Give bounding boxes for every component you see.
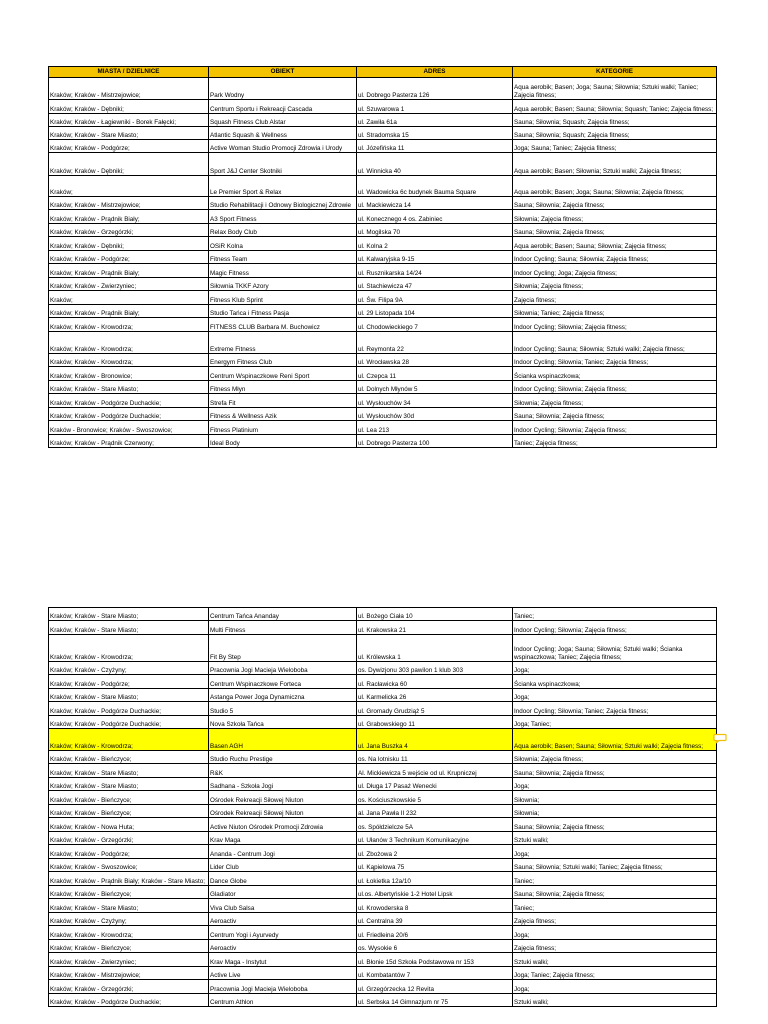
cell-miasta: Kraków; Kraków - Dębniki; <box>49 100 209 114</box>
cell-adres: ul. Grzegórzecka 12 Revita <box>357 980 513 994</box>
cell-obiekt: Magic Fitness <box>209 264 357 278</box>
cell-miasta: Kraków - Bronowice; Kraków - Swoszowice; <box>49 421 209 435</box>
cell-obiekt: Pracownia Jogi Macieja Wieloboba <box>209 662 357 675</box>
cell-obiekt: Ideal Body <box>209 435 357 448</box>
cell-miasta: Kraków; Kraków - Stare Miasto; <box>49 608 209 621</box>
cell-obiekt: Gladiator <box>209 886 357 899</box>
cell-kategorie: Zajęcia fitness; <box>513 940 717 953</box>
table-row <box>49 394 717 408</box>
cell-obiekt: Fitness Platinium <box>209 421 357 435</box>
cell-adres: ul. Ułanów 3 Technikum Komunikacyjne <box>357 832 513 845</box>
cell-kategorie: Joga; <box>513 926 717 940</box>
cell-miasta: Kraków; Kraków - Swoszowice; <box>49 859 209 872</box>
cell-miasta: Kraków; Kraków - Podgórze Duchackie; <box>49 994 209 1007</box>
table-row <box>49 716 717 729</box>
cell-adres: ul. Mackiewicza 14 <box>357 197 513 210</box>
cell-miasta: Kraków; Kraków - Nowa Huta; <box>49 818 209 832</box>
cell-kategorie: Sauna; Siłownia; Zajęcia fitness; <box>513 224 717 237</box>
cell-kategorie: Joga; <box>513 689 717 702</box>
table-row <box>49 845 717 859</box>
cell-obiekt: OSiR Kolna <box>209 237 357 251</box>
table-row <box>49 689 717 702</box>
cell-adres: ul. Kąpielowa 75 <box>357 859 513 872</box>
cell-kategorie: Indoor Cycling; Siłownia; Zajęcia fitness; <box>513 381 717 394</box>
cell-kategorie: Sauna; Siłownia; Squash; Zajęcia fitness; <box>513 127 717 140</box>
cell-miasta: Kraków; <box>49 176 209 197</box>
cell-obiekt: Sport J&J Center Skotniki <box>209 153 357 176</box>
cell-kategorie: Sauna; Siłownia; Zajęcia fitness; <box>513 764 717 778</box>
cell-miasta: Kraków; Kraków - Zwierzyniec; <box>49 278 209 291</box>
cell-adres: ul. Dobrego Pasterza 126 <box>357 78 513 100</box>
table-row <box>49 78 717 100</box>
cell-adres: ul. Kalwaryjska 9-15 <box>357 251 513 264</box>
cell-kategorie: Sztuki walki; <box>513 994 717 1007</box>
cell-adres: ul. Dobrego Pasterza 100 <box>357 435 513 448</box>
cell-miasta: Kraków; Kraków - Bieńczyce; <box>49 940 209 953</box>
cell-obiekt: Pracownia Jogi Macieja Wieloboba <box>209 980 357 994</box>
cell-obiekt: Krav Maga <box>209 832 357 845</box>
cell-kategorie: Aqua aerobik; Basen; Joga; Sauna; Siłownia; Sztuki walki; Taniec; Zajęcia fitness; <box>513 78 717 100</box>
cell-kategorie: Indoor Cycling; Joga; Zajęcia fitness; <box>513 264 717 278</box>
table-row <box>49 305 717 318</box>
cell-miasta: Kraków; Kraków - Łagiewniki - Borek Fałęcki; <box>49 114 209 127</box>
cell-obiekt: Siłownia TKKF Azory <box>209 278 357 291</box>
cell-obiekt: Sadhana - Szkoła Jogi <box>209 778 357 791</box>
cell-miasta: Kraków; Kraków - Bieńczyce; <box>49 805 209 818</box>
cell-kategorie: Sztuki walki; <box>513 953 717 967</box>
cell-miasta: Kraków; Kraków - Prądnik Biały; Kraków - Stare Miasto; <box>49 872 209 886</box>
cell-kategorie: Siłownia; Zajęcia fitness; <box>513 751 717 764</box>
table-row <box>49 251 717 264</box>
table-row <box>49 608 717 621</box>
cell-kategorie: Sauna; Siłownia; Sztuki walki; Taniec; Zajęcia fitness; <box>513 859 717 872</box>
table-row <box>49 114 717 127</box>
cell-obiekt: Centrum Sportu i Rekreacji Cascada <box>209 100 357 114</box>
cell-miasta: Kraków; Kraków - Krowodrza; <box>49 318 209 332</box>
table-row <box>49 832 717 845</box>
cell-miasta: Kraków; Kraków - Stare Miasto; <box>49 778 209 791</box>
table-row <box>49 435 717 448</box>
cell-miasta: Kraków; Kraków - Czyżyny; <box>49 662 209 675</box>
header-adres: ADRES <box>357 67 513 78</box>
cell-adres: ul. Reymonta 22 <box>357 332 513 354</box>
cell-kategorie: Aqua aerobik; Basen; Sauna; Siłownia; Sztuki walki; Zajęcia fitness; <box>513 729 717 751</box>
table-row <box>49 872 717 886</box>
cell-miasta: Kraków; Kraków - Grzegórzki; <box>49 832 209 845</box>
table-row <box>49 994 717 1007</box>
table-row <box>49 886 717 899</box>
cell-miasta: Kraków; Kraków - Bieńczyce; <box>49 886 209 899</box>
cell-obiekt: Squash Fitness Club Alstar <box>209 114 357 127</box>
cell-kategorie: Joga; <box>513 845 717 859</box>
cell-adres: ul. Centralna 39 <box>357 913 513 926</box>
cell-obiekt: Energym Fitness Club <box>209 354 357 367</box>
table-row <box>49 197 717 210</box>
cell-adres: ul. Długa 17 Pasaż Wenecki <box>357 778 513 791</box>
table-row <box>49 176 717 197</box>
table-row <box>49 662 717 675</box>
table-row <box>49 675 717 689</box>
cell-kategorie: Indoor Cycling; Siłownia; Taniec; Zajęcia fitness; <box>513 702 717 716</box>
cell-obiekt: Astanga Power Joga Dynamiczna <box>209 689 357 702</box>
cell-miasta: Kraków; Kraków - Prądnik Biały; <box>49 210 209 224</box>
table-row <box>49 751 717 764</box>
cell-adres: ul. Św. Filipa 9A <box>357 291 513 305</box>
cell-miasta: Kraków; Kraków - Bronowice; <box>49 367 209 381</box>
cell-adres: ul. Mogilska 70 <box>357 224 513 237</box>
cell-obiekt: Ośrodek Rekreacji Siłowej Niuton <box>209 805 357 818</box>
cell-adres: ul. Łokietka 12a/10 <box>357 872 513 886</box>
cell-kategorie: Zajęcia fitness; <box>513 913 717 926</box>
table-row <box>49 291 717 305</box>
cell-miasta: Kraków; Kraków - Podgórze; <box>49 845 209 859</box>
cell-miasta: Kraków; Kraków - Podgórze; <box>49 140 209 153</box>
cell-obiekt: Multi Fitness <box>209 621 357 635</box>
cell-adres: ul. Bożego Ciała 10 <box>357 608 513 621</box>
cell-adres: ul. Gromady Grudziąż 5 <box>357 702 513 716</box>
cell-obiekt: Fitness Team <box>209 251 357 264</box>
table-row <box>49 621 717 635</box>
cell-kategorie: Joga; Taniec; <box>513 716 717 729</box>
cell-kategorie: Indoor Cycling; Siłownia; Zajęcia fitness; <box>513 421 717 435</box>
table-row <box>49 764 717 778</box>
cell-miasta: Kraków; Kraków - Krowodrza; <box>49 635 209 662</box>
table-row <box>49 805 717 818</box>
table-row <box>49 926 717 940</box>
table-row <box>49 100 717 114</box>
cell-obiekt: Centrum Yogi i Ayurvedy <box>209 926 357 940</box>
cell-kategorie: Siłownia; Zajęcia fitness; <box>513 210 717 224</box>
cell-adres: ul. Zawiła 61a <box>357 114 513 127</box>
cell-miasta: Kraków; Kraków - Grzegórzki; <box>49 224 209 237</box>
table-row <box>49 913 717 926</box>
cell-miasta: Kraków; Kraków - Mistrzejowice; <box>49 967 209 980</box>
cell-adres: ul. Krowoderska 8 <box>357 899 513 913</box>
cell-adres: ul. Kolna 2 <box>357 237 513 251</box>
cell-miasta: Kraków; Kraków - Mistrzejowice; <box>49 197 209 210</box>
cell-miasta: Kraków; Kraków - Prądnik Biały; <box>49 305 209 318</box>
cell-kategorie: Aqua aerobik; Basen; Sauna; Siłownia; Squash; Taniec; Zajęcia fitness; <box>513 100 717 114</box>
cell-miasta: Kraków; Kraków - Stare Miasto; <box>49 381 209 394</box>
cell-adres: ul. Królewska 1 <box>357 635 513 662</box>
table-row <box>49 953 717 967</box>
cell-kategorie: Sztuki walki; <box>513 832 717 845</box>
cell-kategorie: Sauna; Siłownia; Zajęcia fitness; <box>513 197 717 210</box>
cell-obiekt: Fitness Młyn <box>209 381 357 394</box>
cell-miasta: Kraków; Kraków - Podgórze; <box>49 675 209 689</box>
cell-miasta: Kraków; Kraków - Bieńczyce; <box>49 791 209 805</box>
cell-miasta: Kraków; Kraków - Podgórze Duchackie; <box>49 702 209 716</box>
header-miasta: MIASTA / DZIELNICE <box>49 67 209 78</box>
cell-obiekt: Centrum Tańca Ananday <box>209 608 357 621</box>
cell-adres: ul. Błonie 15d Szkoła Podstawowa nr 153 <box>357 953 513 967</box>
cell-obiekt: Fitness & Wellness Azik <box>209 408 357 421</box>
cell-obiekt: Strefa Fit <box>209 394 357 408</box>
table-row <box>49 278 717 291</box>
cell-obiekt: Centrum Athlon <box>209 994 357 1007</box>
table-row <box>49 210 717 224</box>
cell-obiekt: Relax Body Club <box>209 224 357 237</box>
cell-adres: ul. Dolnych Młynów 5 <box>357 381 513 394</box>
cell-obiekt: Basen AGH <box>209 729 357 751</box>
table-row <box>49 818 717 832</box>
cell-kategorie: Indoor Cycling; Sauna; Siłownia; Zajęcia fitness; <box>513 251 717 264</box>
table-row <box>49 408 717 421</box>
cell-miasta: Kraków; Kraków - Zwierzyniec; <box>49 953 209 967</box>
cell-obiekt: Studio 5 <box>209 702 357 716</box>
cell-kategorie: Joga; Taniec; Zajęcia fitness; <box>513 967 717 980</box>
cell-adres: ul. Szuwarowa 1 <box>357 100 513 114</box>
cell-miasta: Kraków; Kraków - Prądnik Czerwony; <box>49 435 209 448</box>
cell-kategorie: Indoor Cycling; Siłownia; Taniec; Zajęcia fitness; <box>513 354 717 367</box>
cell-obiekt: Centrum Wspinaczkowe Forteca <box>209 675 357 689</box>
cell-adres: al. Jana Pawła II 232 <box>357 805 513 818</box>
cell-obiekt: Park Wodny <box>209 78 357 100</box>
cell-adres: ul. Friedleina 20/6 <box>357 926 513 940</box>
cell-kategorie: Indoor Cycling; Sauna; Siłownia; Sztuki walki; Zajęcia fitness; <box>513 332 717 354</box>
cell-adres: ul. Rusznikarska 14/24 <box>357 264 513 278</box>
table-row <box>49 332 717 354</box>
cell-adres: os. Dywizjonu 303 pawilon 1 klub 303 <box>357 662 513 675</box>
cell-adres: ul. Winnicka 40 <box>357 153 513 176</box>
table-row <box>49 791 717 805</box>
cell-obiekt: A3 Sport Fitness <box>209 210 357 224</box>
cell-adres: ul. Lea 213 <box>357 421 513 435</box>
table-row <box>49 778 717 791</box>
cell-miasta: Kraków; Kraków - Prądnik Biały; <box>49 264 209 278</box>
table-row <box>49 635 717 662</box>
table-row <box>49 940 717 953</box>
cell-kategorie: Sauna; Siłownia; Zajęcia fitness; <box>513 408 717 421</box>
cell-obiekt: Active Woman Studio Promocji Zdrowia i Urody <box>209 140 357 153</box>
cell-kategorie: Taniec; <box>513 899 717 913</box>
cell-adres: ul. Krakowska 21 <box>357 621 513 635</box>
cell-adres: ul. Czepca 11 <box>357 367 513 381</box>
cell-adres: ul. Grabowskiego 11 <box>357 716 513 729</box>
table-row <box>49 127 717 140</box>
cell-kategorie: Sauna; Siłownia; Zajęcia fitness; <box>513 886 717 899</box>
table-row <box>49 980 717 994</box>
cell-adres: ul. Racławicka 60 <box>357 675 513 689</box>
cell-obiekt: Krav Maga - Instytut <box>209 953 357 967</box>
cell-kategorie: Aqua aerobik; Basen; Siłownia; Sztuki walki; Zajęcia fitness; <box>513 153 717 176</box>
cell-miasta: Kraków; Kraków - Czyżyny; <box>49 913 209 926</box>
table-row <box>49 729 717 751</box>
cell-obiekt: Active Niuton Ośrodek Promocji Zdrowia <box>209 818 357 832</box>
table-row <box>49 859 717 872</box>
cell-kategorie: Siłownia; Zajęcia fitness; <box>513 278 717 291</box>
table-row <box>49 421 717 435</box>
cell-adres: os. Kościuszkowskie 5 <box>357 791 513 805</box>
cell-adres: ul. Kombatantów 7 <box>357 967 513 980</box>
table-row <box>49 318 717 332</box>
cell-miasta: Kraków; Kraków - Krowodrza; <box>49 729 209 751</box>
cell-obiekt: Studio Tańca i Fitness Pasja <box>209 305 357 318</box>
cell-kategorie: Joga; <box>513 778 717 791</box>
cell-obiekt: Studio Ruchu Prestige <box>209 751 357 764</box>
cell-kategorie: Taniec; <box>513 608 717 621</box>
cell-obiekt: Fitness Klub Sprint <box>209 291 357 305</box>
cell-miasta: Kraków; Kraków - Podgórze; <box>49 251 209 264</box>
cell-kategorie: Siłownia; Zajęcia fitness; <box>513 394 717 408</box>
cell-kategorie: Joga; Sauna; Taniec; Zajęcia fitness; <box>513 140 717 153</box>
cell-miasta: Kraków; Kraków - Stare Miasto; <box>49 127 209 140</box>
cell-kategorie: Taniec; Zajęcia fitness; <box>513 435 717 448</box>
cell-miasta: Kraków; Kraków - Krowodrza; <box>49 354 209 367</box>
cell-kategorie: Taniec; <box>513 872 717 886</box>
cell-kategorie: Sauna; Siłownia; Squash; Zajęcia fitness; <box>513 114 717 127</box>
comment-bubble-icon[interactable] <box>713 733 727 744</box>
cell-adres: ul. Wysłouchów 30d <box>357 408 513 421</box>
cell-adres: ul. Serbska 14 Gimnazjum nr 75 <box>357 994 513 1007</box>
cell-obiekt: Fit By Step <box>209 635 357 662</box>
table-row <box>49 264 717 278</box>
cell-adres: ul. Zbożowa 2 <box>357 845 513 859</box>
cell-obiekt: Centrum Wspinaczkowe Reni Sport <box>209 367 357 381</box>
cell-kategorie: Sauna; Siłownia; Zajęcia fitness; <box>513 818 717 832</box>
cell-kategorie: Ścianka wspinaczkowa; <box>513 675 717 689</box>
table-row <box>49 140 717 153</box>
cell-obiekt: FITNESS CLUB Barbara M. Buchowicz <box>209 318 357 332</box>
cell-adres: ul.os. Albertyńskie 1-2 Hotel Lipsk <box>357 886 513 899</box>
cell-kategorie: Indoor Cycling; Joga; Sauna; Siłownia; Sztuki walki; Ścianka wspinaczkowa; Taniec; Zajęcia fitness; <box>513 635 717 662</box>
cell-kategorie: Ścianka wspinaczkowa; <box>513 367 717 381</box>
cell-adres: ul. 29 Listopada 104 <box>357 305 513 318</box>
cell-adres: Al. Mickiewicza 5 wejście od ul. Krupniczej <box>357 764 513 778</box>
cell-kategorie: Siłownia; <box>513 791 717 805</box>
cell-kategorie: Indoor Cycling; Siłownia; Zajęcia fitness; <box>513 621 717 635</box>
cell-adres: ul. Karmelicka 26 <box>357 689 513 702</box>
cell-adres: ul. Wadowicka 6c budynek Bauma Square <box>357 176 513 197</box>
cell-obiekt: Ananda - Centrum Jogi <box>209 845 357 859</box>
cell-obiekt: R&K <box>209 764 357 778</box>
cell-adres: os. Na lotnisku 11 <box>357 751 513 764</box>
cell-obiekt: Nova Szkoła Tańca <box>209 716 357 729</box>
cell-miasta: Kraków; Kraków - Krowodrza; <box>49 332 209 354</box>
cell-miasta: Kraków; <box>49 291 209 305</box>
cell-obiekt: Studio Rehabilitacji i Odnowy Biologicznej Zdrowie <box>209 197 357 210</box>
cell-miasta: Kraków; Kraków - Stare Miasto; <box>49 621 209 635</box>
cell-obiekt: Active Live <box>209 967 357 980</box>
cell-adres: ul. Stachiewicza 47 <box>357 278 513 291</box>
cell-miasta: Kraków; Kraków - Stare Miasto; <box>49 764 209 778</box>
cell-kategorie: Indoor Cycling; Siłownia; Zajęcia fitness; <box>513 318 717 332</box>
cell-obiekt: Viva Club Salsa <box>209 899 357 913</box>
cell-kategorie: Aqua aerobik; Basen; Sauna; Siłownia; Zajęcia fitness; <box>513 237 717 251</box>
cell-miasta: Kraków; Kraków - Dębniki; <box>49 237 209 251</box>
cell-obiekt: Le Premier Sport & Relax <box>209 176 357 197</box>
cell-miasta: Kraków; Kraków - Stare Miasto; <box>49 689 209 702</box>
cell-miasta: Kraków; Kraków - Podgórze Duchackie; <box>49 394 209 408</box>
facilities-table-1 <box>48 66 717 448</box>
cell-adres: ul. Józefińska 11 <box>357 140 513 153</box>
cell-miasta: Kraków; Kraków - Dębniki; <box>49 153 209 176</box>
table-row <box>49 153 717 176</box>
cell-adres: os. Wysokie 6 <box>357 940 513 953</box>
cell-miasta: Kraków; Kraków - Podgórze Duchackie; <box>49 408 209 421</box>
cell-kategorie: Siłownia; Taniec; Zajęcia fitness; <box>513 305 717 318</box>
facilities-table-2 <box>48 607 717 1007</box>
cell-obiekt: Lider Club <box>209 859 357 872</box>
cell-miasta: Kraków; Kraków - Bieńczyce; <box>49 751 209 764</box>
header-kategorie: KATEGORIE <box>513 67 717 78</box>
cell-miasta: Kraków; Kraków - Krowodrza; <box>49 926 209 940</box>
cell-adres: ul. Konecznego 4 os. Zabiniec <box>357 210 513 224</box>
header-obiekt: OBIEKT <box>209 67 357 78</box>
cell-adres: ul. Jana Buszka 4 <box>357 729 513 751</box>
cell-kategorie: Aqua aerobik; Basen; Joga; Sauna; Siłownia; Zajęcia fitness; <box>513 176 717 197</box>
cell-obiekt: Aeroactiv <box>209 913 357 926</box>
cell-kategorie: Joga; <box>513 662 717 675</box>
cell-miasta: Kraków; Kraków - Podgórze Duchackie; <box>49 716 209 729</box>
cell-kategorie: Joga; <box>513 980 717 994</box>
table-row <box>49 237 717 251</box>
table-row <box>49 367 717 381</box>
cell-obiekt: Aeroactiv <box>209 940 357 953</box>
table-row <box>49 899 717 913</box>
cell-adres: ul. Stradomska 15 <box>357 127 513 140</box>
cell-miasta: Kraków; Kraków - Mistrzejowice; <box>49 78 209 100</box>
cell-adres: os. Spółdzielcze 5A <box>357 818 513 832</box>
cell-miasta: Kraków; Kraków - Grzegórzki; <box>49 980 209 994</box>
cell-obiekt: Dance Globe <box>209 872 357 886</box>
cell-kategorie: Siłownia; <box>513 805 717 818</box>
cell-kategorie: Zajęcia fitness; <box>513 291 717 305</box>
cell-obiekt: Atlantic Squash & Wellness <box>209 127 357 140</box>
table-row <box>49 354 717 367</box>
cell-adres: ul. Chodowieckiego 7 <box>357 318 513 332</box>
table-row <box>49 702 717 716</box>
cell-obiekt: Ośrodek Rekreacji Siłowej Niuton <box>209 791 357 805</box>
cell-obiekt: Extreme Fitness <box>209 332 357 354</box>
cell-adres: ul. Wysłouchów 34 <box>357 394 513 408</box>
cell-adres: ul. Wrocławska 28 <box>357 354 513 367</box>
table-row <box>49 381 717 394</box>
table-row <box>49 224 717 237</box>
cell-miasta: Kraków; Kraków - Stare Miasto; <box>49 899 209 913</box>
table-row <box>49 967 717 980</box>
